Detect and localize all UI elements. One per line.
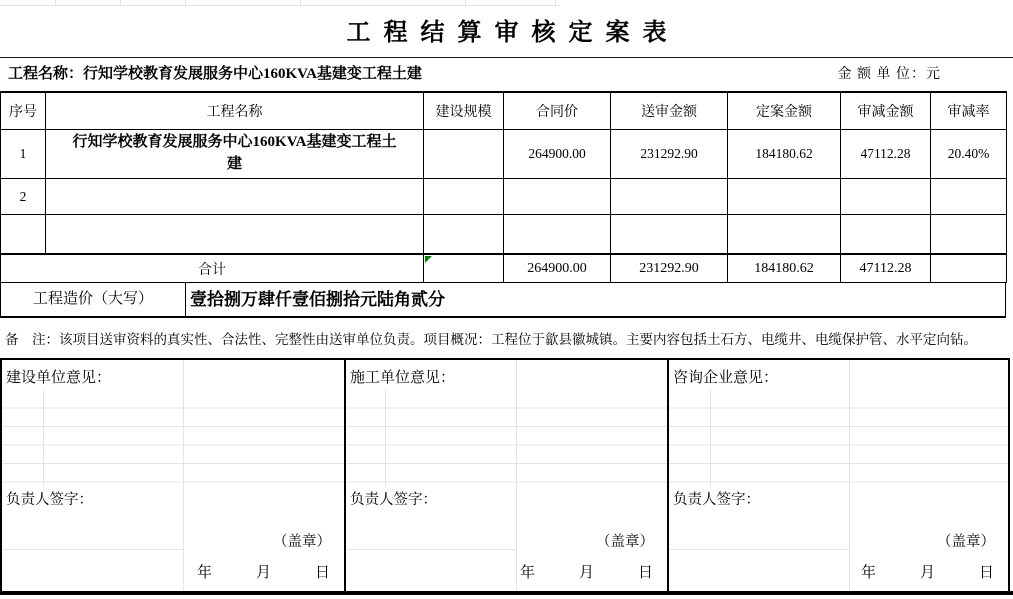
- cell-finalized: [728, 179, 841, 215]
- gridline-tick: [55, 0, 56, 5]
- signature-label: 负责人签字：: [673, 492, 760, 508]
- cell-contract: [504, 215, 611, 255]
- seal-label: （盖章）: [937, 534, 995, 550]
- form-title: 工程结算审核定案表: [346, 20, 680, 46]
- faint-gridlines: [346, 390, 667, 486]
- cell-error-indicator-icon: [425, 256, 432, 263]
- opinion-box-construction-unit: [0, 358, 344, 591]
- opinion-title: 咨询企业意见：: [673, 370, 779, 386]
- faint-gridline-horizontal: [669, 549, 849, 550]
- cell-rate: [931, 215, 1007, 255]
- amount-in-words-value: 壹拾捌万肆仟壹佰捌拾元陆角贰分: [190, 290, 445, 309]
- col-header-rate: 审减率: [931, 92, 1007, 130]
- date-line: [197, 561, 330, 582]
- date-month-label: 月: [255, 565, 271, 581]
- gridline-tick: [300, 0, 301, 5]
- settlement-table: [0, 91, 1006, 318]
- date-line: [861, 561, 994, 582]
- col-header-reduction: 审减金额: [841, 92, 931, 130]
- faint-gridlines: [669, 390, 1008, 486]
- faint-gridline-horizontal: [346, 549, 516, 550]
- cell-reduction: [841, 179, 931, 215]
- total-reduction: 47112.28: [841, 254, 931, 283]
- gridline-tick: [120, 0, 121, 5]
- col-header-seq: 序号: [1, 92, 46, 130]
- amount-unit-label: 金 额 单 位：元: [837, 67, 941, 82]
- opinion-title: 施工单位意见：: [350, 370, 456, 386]
- date-day-label: 日: [314, 565, 330, 581]
- table-row: [1, 215, 1007, 255]
- cell-scale: [424, 179, 504, 215]
- project-name-value: 行知学校教育发展服务中心160KVA基建变工程土建: [72, 134, 397, 172]
- date-month-label: 月: [578, 565, 594, 581]
- total-scale-cell: [424, 254, 504, 283]
- subtitle-row: [0, 58, 1013, 91]
- top-gridline-strip: [0, 0, 560, 6]
- total-row: [1, 254, 1007, 283]
- cell-seq: 1: [1, 130, 46, 179]
- cell-contract: [504, 179, 611, 215]
- date-year-label: 年: [196, 565, 212, 581]
- faint-gridline-vertical: [43, 390, 44, 486]
- seal-label: （盖章）: [596, 534, 654, 550]
- total-submitted: 231292.90: [611, 254, 728, 283]
- table-row: [1, 179, 1007, 215]
- cell-seq: [1, 215, 46, 255]
- cell-submitted: [611, 215, 728, 255]
- table-row: [1, 130, 1007, 179]
- total-finalized: 184180.62: [728, 254, 841, 283]
- date-year-label: 年: [860, 565, 876, 581]
- gridline-tick: [185, 0, 186, 5]
- cell-name: [46, 215, 424, 255]
- date-month-label: 月: [919, 565, 935, 581]
- seal-label: （盖章）: [273, 534, 331, 550]
- amount-in-words-row: [0, 283, 1006, 318]
- col-header-contract: 合同价: [504, 92, 611, 130]
- bottom-border: [0, 591, 1013, 595]
- cell-rate: 20.40%: [931, 130, 1007, 179]
- cell-name: [46, 130, 424, 179]
- cell-finalized: [728, 215, 841, 255]
- date-year-label: 年: [519, 565, 535, 581]
- col-header-submitted: 送审金额: [611, 92, 728, 130]
- opinion-title: 建设单位意见：: [6, 370, 112, 386]
- total-contract: 264900.00: [504, 254, 611, 283]
- cell-seq: 2: [1, 179, 46, 215]
- note-text: 备 注：该项目送审资料的真实性、合法性、完整性由送审单位负责。项目概况：工程位于歙县徽城镇。主要内容包括土石方、电缆井、电缆保护管、水平定向钻。: [5, 332, 977, 347]
- date-line: [520, 561, 653, 582]
- col-header-finalized: 定案金额: [728, 92, 841, 130]
- faint-gridline-vertical: [710, 390, 711, 486]
- cell-submitted: [611, 179, 728, 215]
- faint-gridline-vertical: [516, 360, 517, 591]
- cell-scale: [424, 130, 504, 179]
- faint-gridlines: [2, 390, 344, 486]
- faint-gridline-vertical: [849, 360, 850, 591]
- table-header-row: [1, 92, 1007, 130]
- gridline-tick: [555, 0, 556, 5]
- opinion-box-consulting-firm: [667, 358, 1010, 591]
- signature-label: 负责人签字：: [350, 492, 437, 508]
- cell-contract: 264900.00: [504, 130, 611, 179]
- date-day-label: 日: [637, 565, 653, 581]
- gridline-tick: [465, 0, 466, 5]
- total-rate: [931, 254, 1007, 283]
- cell-reduction: 47112.28: [841, 130, 931, 179]
- signature-label: 负责人签字：: [6, 492, 93, 508]
- cell-name: [46, 179, 424, 215]
- cell-reduction: [841, 215, 931, 255]
- cell-submitted: 231292.90: [611, 130, 728, 179]
- project-name-label: 工程名称：行知学校教育发展服务中心160KVA基建变工程土建: [8, 66, 422, 82]
- date-day-label: 日: [978, 565, 994, 581]
- faint-gridline-horizontal: [2, 549, 183, 550]
- faint-gridline-vertical: [183, 360, 184, 591]
- cell-rate: [931, 179, 1007, 215]
- cell-scale: [424, 215, 504, 255]
- cell-finalized: 184180.62: [728, 130, 841, 179]
- opinion-section: [0, 358, 1010, 591]
- amount-in-words-label: 工程造价（大写）: [1, 283, 186, 316]
- faint-gridline-vertical: [385, 390, 386, 486]
- opinion-box-contractor-unit: [344, 358, 667, 591]
- total-label: 合计: [1, 254, 424, 283]
- col-header-name: 工程名称: [46, 92, 424, 130]
- col-header-scale: 建设规模: [424, 92, 504, 130]
